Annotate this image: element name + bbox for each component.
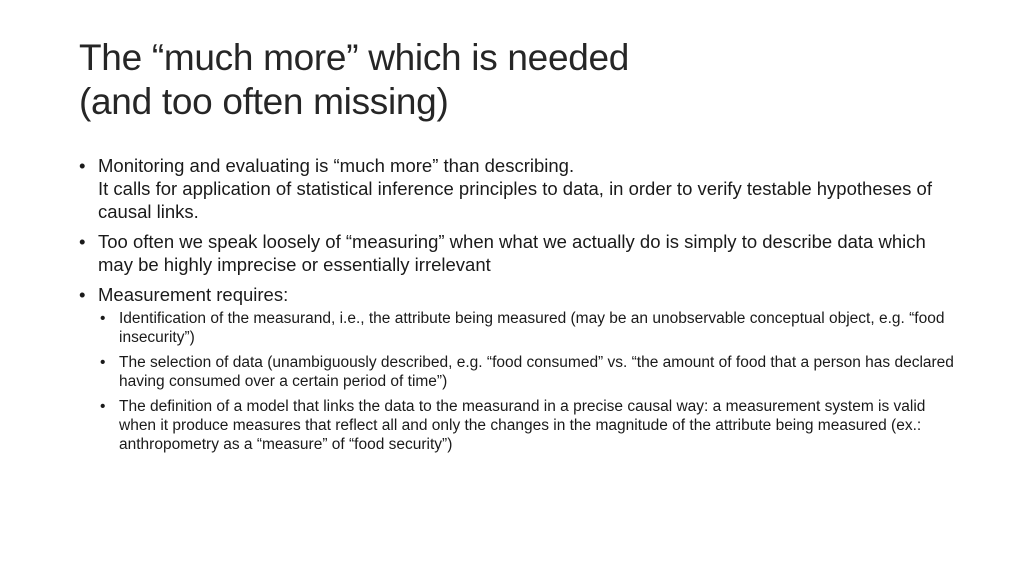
bullet-marker: • (79, 284, 86, 305)
bullet-marker: • (79, 155, 86, 176)
sub-bullet-3-text: The definition of a model that links the data to the measurand in a precise causal way: a measurement system is valid when it produce measures that reflect all and only the changes in the magnitude of the attribute being measured (ex.: anthropometry as a “measure” of “food security”) (119, 398, 926, 453)
sub-bullet-item-2 (98, 353, 959, 391)
bullet-marker: • (79, 231, 86, 252)
sub-bullet-item-3 (98, 397, 959, 454)
bullet-item-1 (79, 154, 959, 223)
bullet-item-3 (79, 283, 959, 454)
sub-bullet-2-text: The selection of data (unambiguously described, e.g. “food consumed” vs. “the amount of food that a person has declared having consumed over a certain period of time”) (119, 354, 954, 390)
slide-body (79, 154, 959, 461)
bullet-list (79, 154, 959, 454)
bullet-2-text: Too often we speak loosely of “measuring” when what we actually do is simply to describe data which may be highly imprecise or essentially irrelevant (98, 231, 926, 275)
sub-bullet-marker: • (100, 398, 106, 415)
sub-bullet-list (98, 309, 959, 454)
bullet-1-line-2: It calls for application of statistical inference principles to data, in order to verify testable hypotheses of causal links. (98, 178, 932, 222)
slide-title (79, 36, 959, 124)
title-line-1: The “much more” which is needed (79, 37, 630, 78)
sub-bullet-item-1 (98, 309, 959, 347)
sub-bullet-marker: • (100, 354, 106, 371)
bullet-item-2 (79, 230, 959, 276)
title-line-2: (and too often missing) (79, 81, 449, 122)
sub-bullet-marker: • (100, 310, 106, 327)
bullet-3-text: Measurement requires: (98, 284, 289, 305)
bullet-1-line-1: Monitoring and evaluating is “much more” than describing. (98, 155, 575, 176)
sub-bullet-1-text: Identification of the measurand, i.e., the attribute being measured (may be an unobservable conceptual object, e.g. “food insecurity”) (119, 310, 945, 346)
